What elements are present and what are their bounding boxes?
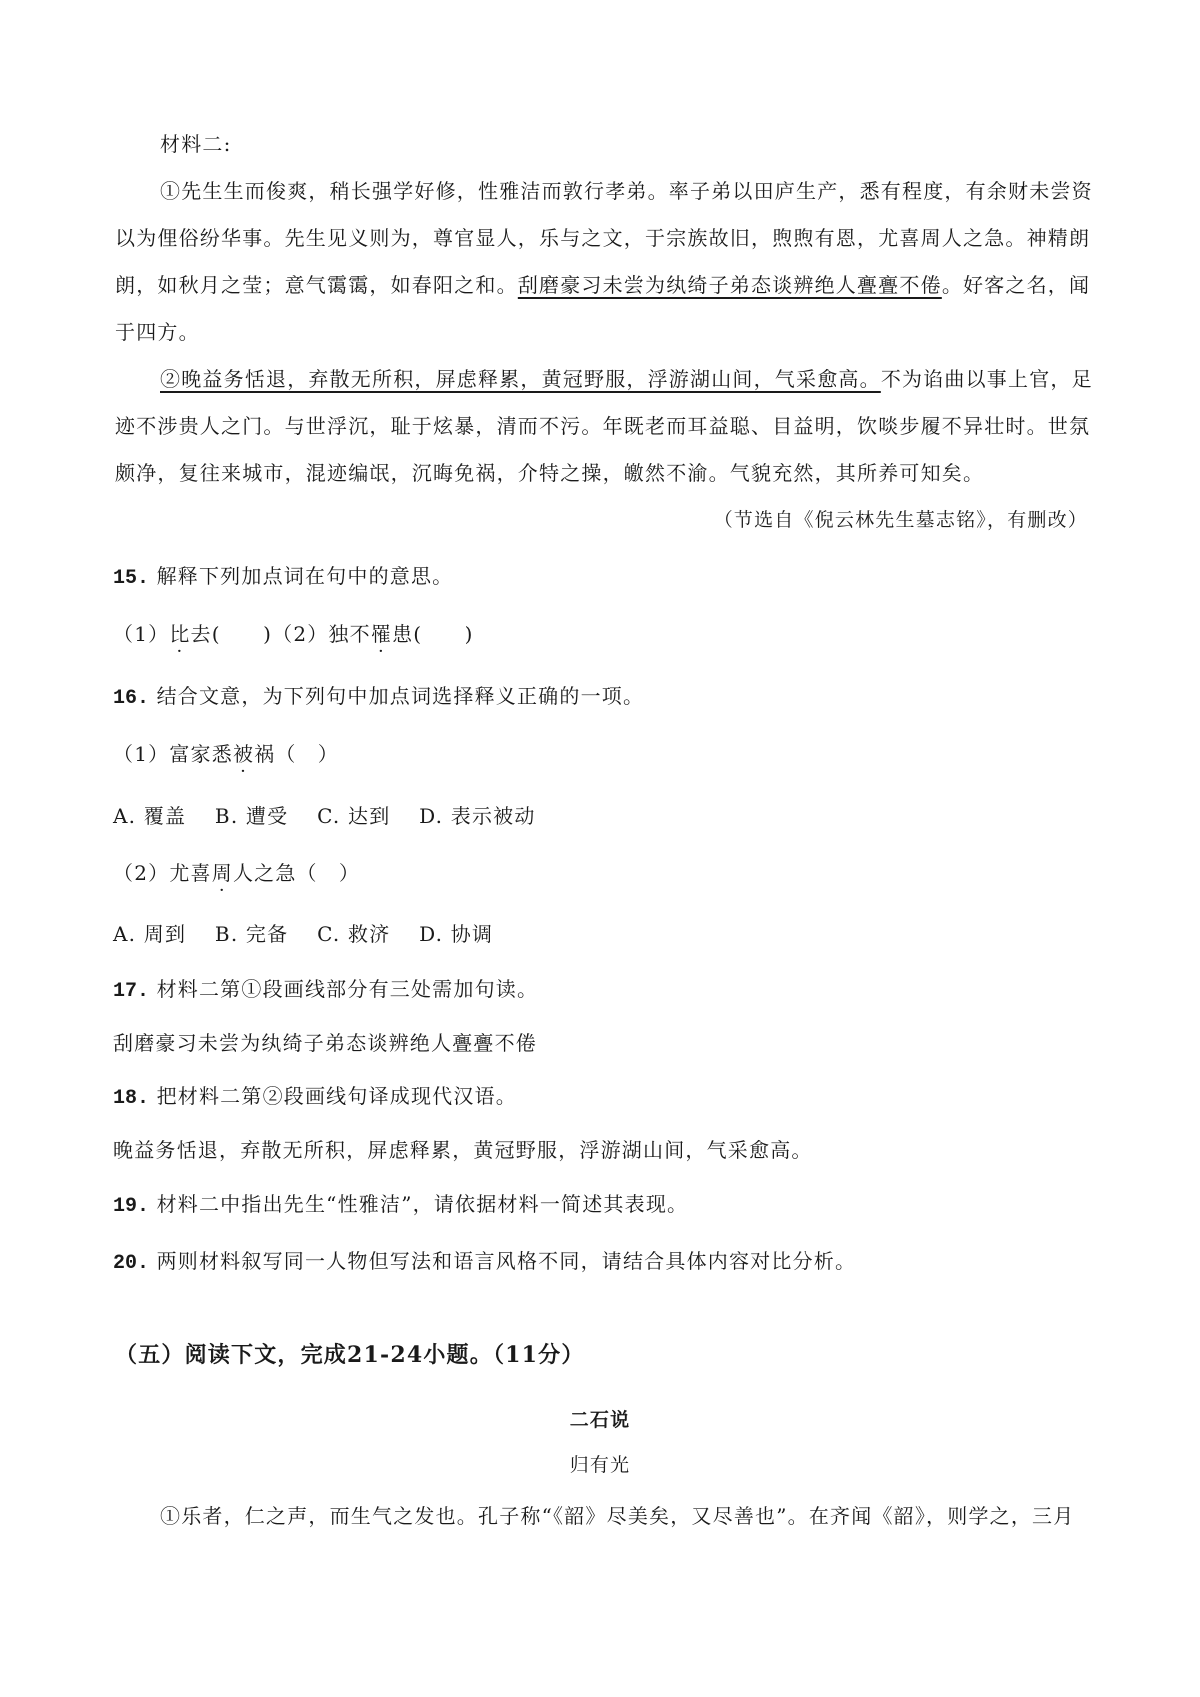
question-20: [113, 1245, 856, 1275]
essay-p1: ①乐者，仁之声，而生气之发也。孔子称“《韶》尽美矣，又尽善也”。在齐闻《韶》，则学之，三月: [160, 1504, 1075, 1528]
question-number: 18.: [113, 1087, 150, 1110]
material-p2-line2: 迹不涉贵人之门。与世浮沉，耻于炫暴，清而不污。年既老而耳益聪、目益明，饮啖步履不异壮时。世氛: [115, 414, 1091, 438]
question-number: 20.: [113, 1252, 150, 1275]
essay-title: 二石说: [569, 1409, 631, 1431]
p1-line3-pre: 朗，如秋月之莹；意气霭霭，如春阳之和。: [115, 273, 518, 297]
dotted-word: 周: [211, 861, 233, 885]
material-p1-line4: 于四方。: [115, 320, 200, 344]
material-heading: 材料二:: [160, 132, 232, 156]
essay-author: 归有光: [569, 1454, 631, 1476]
question-number: 16.: [113, 687, 150, 710]
material-p1-line1: ①先生生而俊爽，稍长强学好修，性雅洁而敦行孝弟。率子弟以田庐生产，悉有程度，有余财未尝资: [160, 179, 1093, 203]
question-15: [113, 560, 453, 590]
source-citation: （节选自《倪云林先生墓志铭》，有删改）: [713, 509, 1088, 531]
material-p1-line3: [115, 269, 1090, 298]
material-p2-line1: [160, 363, 1093, 392]
question-17-sentence: 刮磨豪习未尝为纨绮子弟态谈辨绝人亹亹不倦: [113, 1031, 537, 1055]
question-text: 材料二第①段画线部分有三处需加句读。: [149, 977, 539, 1001]
sub-label: （1）: [113, 622, 170, 646]
question-text: 把材料二第②段画线句译成现代汉语。: [149, 1084, 517, 1108]
material-p1-line2: 以为俚俗纷华事。先生见义则为，尊官显人，乐与之文，于宗族故旧，煦煦有恩，尤喜周人之急。神精朗: [115, 226, 1091, 250]
question-19: [113, 1188, 688, 1218]
question-15-subitems: [113, 618, 474, 647]
question-16-sub2-options: A. 周到 B. 完备 C. 救济 D. 协调: [113, 922, 494, 946]
question-text: 解释下列加点词在句中的意思。: [149, 564, 454, 588]
question-number: 17.: [113, 980, 150, 1003]
material-p2-line3: 颇净，复往来城市，混迹编氓，沉晦免祸，介特之操，皦然不渝。气貌充然，其所养可知矣。: [115, 461, 985, 485]
question-number: 15.: [113, 567, 150, 590]
dotted-word: 罹: [370, 622, 393, 646]
question-16-sub2: [113, 857, 360, 886]
sub-text: （2）尤喜: [113, 861, 212, 885]
sub-text: 人之急（ ）: [232, 861, 361, 885]
question-16: [113, 680, 644, 710]
p1-line3-post: 。好客之名，闻: [941, 273, 1091, 297]
p2-underlined-sentence: ②晚益务恬退，弃散无所积，屏虑释累，黄冠野服，浮游湖山间，气采愈高。: [160, 367, 881, 391]
question-text: 两则材料叙写同一人物但写法和语言风格不同，请结合具体内容对比分析。: [149, 1249, 857, 1273]
section-heading: （五）阅读下文，完成21-24小题。（11分）: [115, 1342, 585, 1368]
sub-text: 患( ): [392, 622, 474, 646]
question-16-sub1: [113, 738, 339, 767]
question-text: 结合文意，为下列句中加点词选择释义正确的一项。: [149, 684, 645, 708]
question-text: 材料二中指出先生“性雅洁”，请依据材料一简述其表现。: [149, 1192, 689, 1216]
sub-text: 去( )（2）独不: [190, 622, 371, 646]
question-16-sub1-options: A. 覆盖 B. 遭受 C. 达到 D. 表示被动: [113, 804, 536, 828]
dotted-word: 被: [232, 742, 255, 766]
question-18: [113, 1080, 517, 1110]
p2-line1-post: 不为谄曲以事上官，足: [880, 367, 1093, 391]
sub-text: （1）富家悉: [113, 742, 233, 766]
question-17: [113, 973, 538, 1003]
p1-underlined-sentence: 刮磨豪习未尝为纨绮子弟态谈辨绝人亹亹不倦: [517, 273, 942, 297]
question-number: 19.: [113, 1195, 150, 1218]
question-18-sentence: 晚益务恬退，弃散无所积，屏虑释累，黄冠野服，浮游湖山间，气采愈高。: [113, 1138, 813, 1162]
sub-text: 祸（ ）: [254, 742, 339, 766]
dotted-word: 比: [169, 622, 191, 646]
